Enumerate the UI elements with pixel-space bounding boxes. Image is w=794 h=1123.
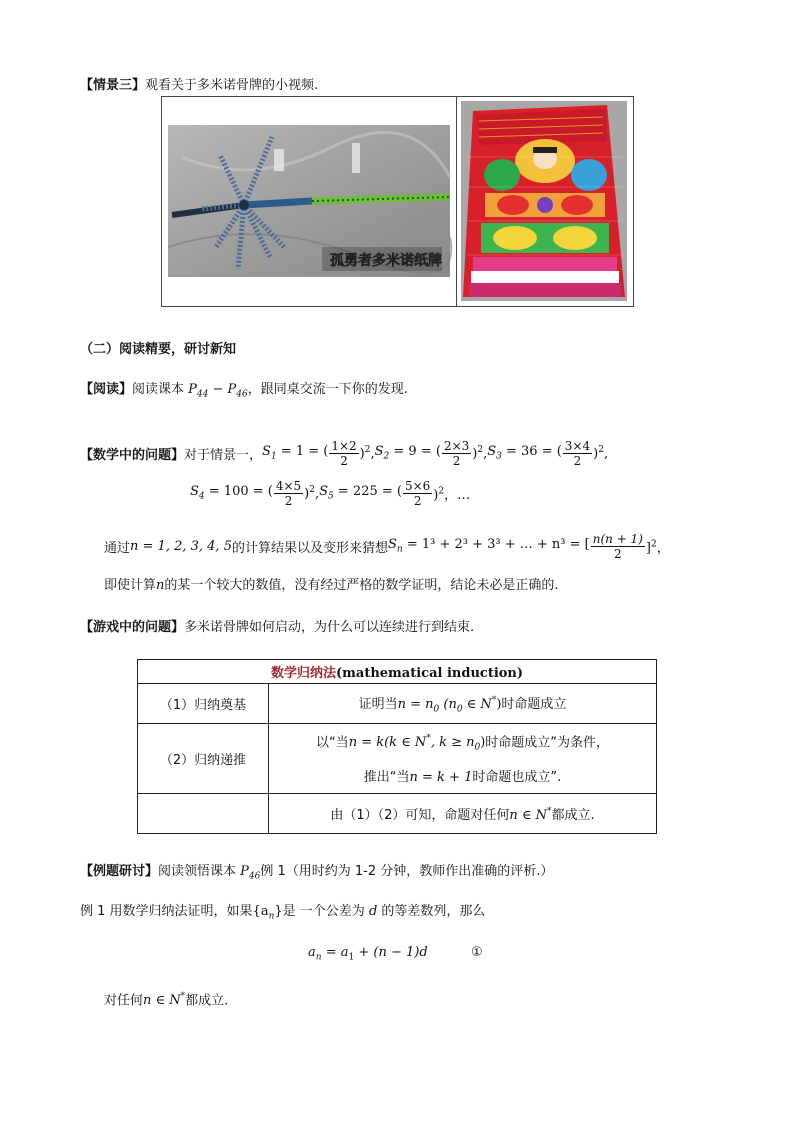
induction-table-caption: 数学归纳法(mathematical induction) bbox=[138, 660, 657, 684]
example1-pre: 例 1 用数学归纳法证明，如果 bbox=[80, 904, 253, 919]
induction-conclusion-content: 由（1）（2）可知，命题对任何n ∈ N*都成立. bbox=[269, 793, 657, 833]
example1-statement bbox=[80, 902, 485, 927]
conclusion-math: n ∈ N* bbox=[143, 992, 186, 1009]
guess-mid: 的计算结果以及变形来猜想 bbox=[231, 540, 388, 556]
formula-tag: ① bbox=[471, 945, 483, 960]
note-line bbox=[104, 576, 559, 596]
domino-spiral-photo bbox=[162, 97, 456, 306]
fraction-s3: $\frac{3\times 4}{2}$ bbox=[564, 438, 591, 468]
formula-s2: $S_2 = 9$ = ( bbox=[374, 444, 441, 462]
reading-page-range: $P_{44} - P_{46}$ bbox=[188, 382, 248, 400]
example-text-post: 例 1（用时约为 1-2 分钟，教师作出准确的评析.） bbox=[260, 864, 554, 879]
example-bracket: 【例题研讨】 bbox=[80, 864, 159, 879]
fraction-s2: $\frac{2\times 3}{2}$ bbox=[443, 438, 470, 468]
game-problem-bracket: 【游戏中的问题】 bbox=[80, 620, 185, 635]
induction-row-base bbox=[138, 684, 657, 724]
example1-post: 的等差数列，那么 bbox=[381, 904, 486, 919]
math-problem-bracket: 【数学中的问题】 bbox=[80, 447, 185, 463]
note-post: 的某一个较大的数值，没有经过严格的数学证明，结论未必是正确的. bbox=[164, 578, 559, 593]
reading-text-after: ，跟同桌交流一下你的发现. bbox=[247, 382, 408, 397]
formula-an: $a_n = a_1 + (n - 1)d$ bbox=[308, 945, 428, 963]
formula-s4-tail: )$^2$, bbox=[304, 484, 320, 502]
note-pre: 即使计算 bbox=[104, 578, 157, 593]
formula-s3: $S_3 = 36$ = ( bbox=[487, 444, 562, 462]
scene3-bracket: 【情景三】 bbox=[80, 78, 146, 93]
induction-table-caption-row bbox=[138, 660, 657, 684]
formula-s5: $S_5 = 225$ = ( bbox=[319, 484, 402, 502]
video-frame-right bbox=[456, 96, 634, 307]
induction-conclusion-label bbox=[138, 793, 269, 833]
example1-d: d bbox=[368, 904, 378, 919]
induction-step-label: （2）归纳递推 bbox=[138, 724, 269, 794]
guess-fraction: $\frac{n(n + 1)}{2}$ bbox=[592, 531, 643, 561]
induction-step-line2: 推出“当n = k + 1时命题也成立”. bbox=[363, 769, 562, 785]
math-problem-line1 bbox=[80, 436, 608, 470]
example1-formula bbox=[308, 943, 428, 968]
conclusion-post: 都成立. bbox=[185, 993, 229, 1009]
induction-step-line1: 以“当n = k(k ∈ N*, $k \ge n_0$)时命题成立”为条件， bbox=[315, 734, 610, 753]
induction-row-step bbox=[138, 724, 657, 794]
example-line bbox=[80, 862, 553, 887]
fraction-s5: $\frac{5\times 6}{2}$ bbox=[404, 478, 431, 508]
scene3-line bbox=[80, 76, 318, 96]
scene3-text: 观看关于多米诺骨牌的小视频. bbox=[145, 78, 319, 93]
induction-table bbox=[137, 659, 657, 834]
guess-line bbox=[104, 528, 670, 564]
example-page: $P_{46}$ bbox=[240, 864, 261, 882]
induction-base-label: （1）归纳奠基 bbox=[138, 684, 269, 724]
conclusion-pre: 对任何 bbox=[104, 993, 144, 1009]
fraction-s1: $\frac{1\times 2}{2}$ bbox=[331, 438, 357, 468]
reading-bracket: 【阅读】 bbox=[80, 382, 133, 397]
formula-s4: $S_4 = 100$ = ( bbox=[190, 484, 273, 502]
video-frame-left bbox=[161, 96, 457, 307]
game-problem-line bbox=[80, 618, 474, 638]
note-n: n bbox=[156, 578, 165, 593]
induction-row-conclusion bbox=[138, 793, 657, 833]
example-text-pre: 阅读领悟课本 bbox=[158, 864, 237, 879]
guess-tail: ]$^2$， bbox=[645, 539, 670, 556]
guess-n-values: n = 1, 2, 3, 4, 5 bbox=[130, 538, 232, 554]
reading-line bbox=[80, 380, 408, 405]
math-problem-lead: 对于情景一， bbox=[184, 447, 263, 463]
example1-conclusion bbox=[104, 987, 228, 1011]
math-problem-line2 bbox=[190, 476, 470, 510]
formula-s3-tail: )$^2$, bbox=[593, 444, 609, 462]
example1-mid: 是 一个公差为 bbox=[282, 904, 365, 919]
fraction-s4: $\frac{4\times 5}{2}$ bbox=[275, 478, 302, 508]
guess-pre: 通过 bbox=[104, 540, 131, 556]
formula-s1: $S_1 = 1$ = ( bbox=[262, 444, 329, 462]
game-problem-text: 多米诺骨牌如何启动，为什么可以连续进行到结束. bbox=[184, 620, 475, 635]
formula-s2-tail: )$^2$, bbox=[472, 444, 488, 462]
formula-s1-tail: )$^2$, bbox=[359, 444, 375, 462]
example1-seq: $\{a_n\}$ bbox=[252, 904, 283, 922]
induction-base-content: 证明当$n = n_0$ ($n_0$ ∈ N*)时命题成立 bbox=[269, 684, 657, 724]
domino-mosaic-photo bbox=[457, 97, 633, 306]
guess-formula: $S_n = 1^3 + 2^3 + 3^3$ + … + n³ = [ bbox=[387, 537, 590, 555]
reading-text-before: 阅读课本 bbox=[132, 382, 185, 397]
photo-caption: 孤勇者多米诺纸牌 bbox=[330, 252, 442, 268]
section-title: （二）阅读精要，研讨新知 bbox=[80, 342, 237, 357]
formula-s5-tail: )$^2$，… bbox=[433, 486, 471, 503]
induction-step-content bbox=[269, 724, 657, 794]
